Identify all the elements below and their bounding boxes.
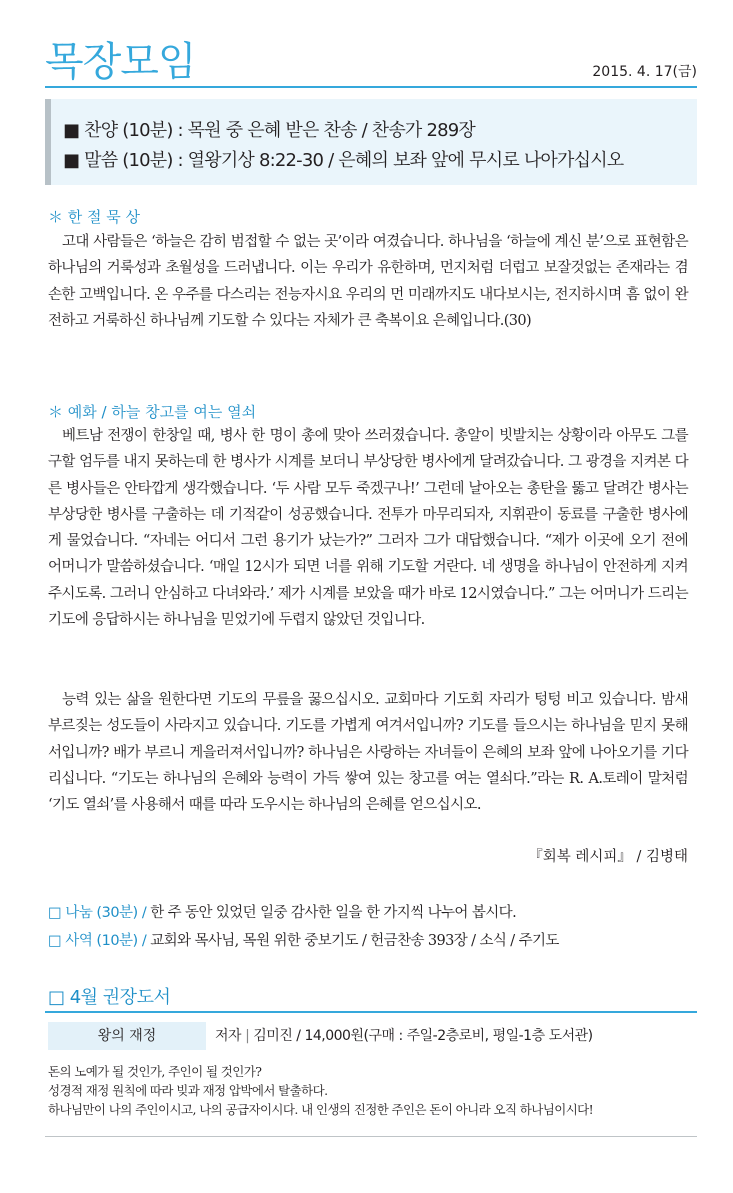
illustration-paragraph-1: 베트남 전쟁이 한창일 때, 병사 한 명이 총에 맞아 쓰러졌습니다. 총알이 빗발치는 상황이라 아무도 그를 구할 엄두를 내지 못하는데 한 병사가 시계를 보더니 부상당한 병사에게 달려갔습니다. 그 광경을 지켜본 다른 병사들은 안타깝게 생각했습니다. ‘두 사람 모두 죽겠구나!’ 그런데 날아오는 총탄을 뚫고 달려간 병사는 부상당한 병사를 구출하는 데 기적같이 성공했습니다. 전투가 마무리되자, 지휘관이 동료를 구출한 병사에게 물었습니다. “자네는 어디서 그런 용기가 났는가?” 그러자 그가 대답했습니다. “제가 이곳에 오기 전에 어머니가 말씀하셨습니다. ‘매일 12시가 되면 너를 위해 기도할 거란다. 네 생명을 하나님이 안전하게 지켜 주시도록. 그러니 안심하고 다녀와라.’ 제가 시계를 보았을 때가 바로 12시였습니다.” 그는 어머니가 드리는 기도에 응답하시는 하나님을 믿었기에 두렵지 않았던 것입니다. <box>48 428 688 629</box>
book-title: 왕의 재정 <box>48 1022 206 1050</box>
book-description-line: 돈의 노예가 될 것인가, 주인이 될 것인가? <box>48 1064 262 1079</box>
summary-praise: ■ 찬양 (10분) : 목원 중 은혜 받은 찬송 / 찬송가 289장 <box>63 120 475 141</box>
summary-sermon: ■ 말씀 (10분) : 열왕기상 8:22-30 / 은혜의 보좌 앞에 무시로 나아가십시오 <box>63 150 624 171</box>
title-divider <box>45 86 697 88</box>
task-sharing <box>48 901 516 922</box>
book-heading: □ 4월 권장도서 <box>48 987 171 1008</box>
bottom-divider <box>45 1136 697 1137</box>
meditation-text: 고대 사람들은 ‘하늘은 감히 범접할 수 없는 곳’이라 여겼습니다. 하나님을 ‘하늘에 계신 분’으로 표현함은 하나님의 거룩성과 초월성을 드러냅니다. 이는 우리가 유한하며, 먼지처럼 더럽고 보잘것없는 존재라는 겸손한 고백입니다. 온 우주를 다스리는 전능자시요 우리의 먼 미래까지도 내다보시는, 전지하시며 흠 없이 완전하고 거룩하신 하나님께 기도할 수 있다는 자체가 큰 축복이요 은혜입니다.(30) <box>48 234 688 329</box>
task-ministry-text: 교회와 목사님, 목원 위한 중보기도 / 헌금찬송 393장 / 소식 / 주기도 <box>146 933 559 949</box>
date: 2015. 4. 17(금) <box>592 64 697 80</box>
book-author-label: 저자 <box>215 1028 242 1044</box>
illustration-paragraph-2: 능력 있는 삶을 원한다면 기도의 무릎을 꿇으십시오. 교회마다 기도회 자리가 텅텅 비고 있습니다. 밤새 부르짖는 성도들이 사라지고 있습니다. 기도를 가볍게 여겨서입니까? 기도를 들으시는 하나님을 믿지 못해서입니까? 배가 부르니 게을러져서입니까? 하나님은 사랑하는 자녀들이 은혜의 보좌 앞에 나아오기를 기다리십니다. “기도는 하나님의 은혜와 능력이 가득 쌓여 있는 창고를 여는 열쇠다.”라는 R. A.토레이 말처럼 ‘기도 열쇠’를 사용해서 때를 따라 도우시는 하나님의 은혜를 얻으십시오. <box>48 692 688 814</box>
book-description-line: 성경적 재정 원칙에 따라 빚과 재정 압박에서 탈출하다. <box>48 1083 328 1098</box>
task-sharing-label: □ 나눔 (30분) / <box>48 905 147 921</box>
page-title: 목장모임 <box>45 39 196 85</box>
task-ministry-label: □ 사역 (10분) / <box>48 933 147 949</box>
book-description-line: 하나님만이 나의 주인이시고, 나의 공급자이시다. 내 인생의 진정한 주인은 돈이 아니라 오직 하나님이시다! <box>48 1102 594 1117</box>
book-author-detail: 김미진 / 14,000원(구매 : 주일-2층로비, 평일-1층 도서관) <box>253 1028 593 1044</box>
meditation-heading: ＊ 한 절 묵 상 <box>48 208 141 226</box>
illustration-heading: ＊ 예화 / 하늘 창고를 여는 열쇠 <box>48 403 257 421</box>
book-author-info <box>215 1022 593 1050</box>
worship-summary-box <box>45 99 697 185</box>
task-sharing-text: 한 주 동안 있었던 일중 감사한 일을 한 가지씩 나누어 봅시다. <box>146 905 517 921</box>
book-divider <box>45 1011 697 1013</box>
vertical-divider: | <box>245 1028 250 1044</box>
task-ministry <box>48 929 559 950</box>
illustration-source: 『회복 레시피』 / 김병태 <box>528 849 688 865</box>
